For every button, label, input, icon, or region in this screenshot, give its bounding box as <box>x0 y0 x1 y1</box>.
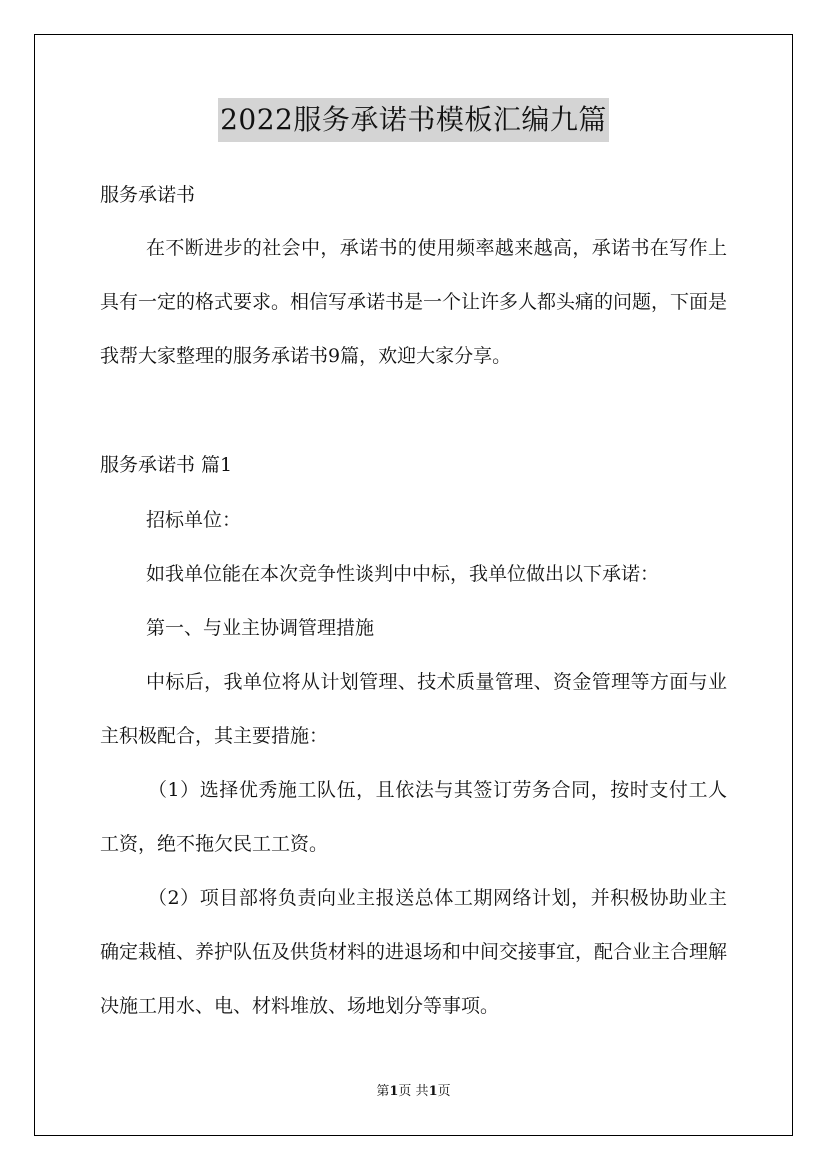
document-title: 2022服务承诺书模板汇编九篇 <box>218 98 609 142</box>
footer-total-pages: 1 <box>428 1084 438 1099</box>
pledge-intro: 如我单位能在本次竞争性谈判中中标，我单位做出以下承诺： <box>146 563 660 585</box>
footer-mid: 页 共 <box>398 1084 429 1099</box>
footer-prefix: 第 <box>376 1084 390 1099</box>
point-title: 第一、与业主协调管理措施 <box>146 617 375 639</box>
intro-heading: 服务承诺书 <box>100 184 196 206</box>
title-wrap <box>0 98 827 142</box>
footer-suffix: 页 <box>437 1084 451 1099</box>
intro-paragraph: 在不断进步的社会中，承诺书的使用频率越来越高，承诺书在写作上具有一定的格式要求。相信写承诺书是一个让许多人都头痛的问题，下面是我帮大家整理的服务承诺书9篇，欢迎大家分享。 <box>100 237 728 367</box>
footer-current-page: 1 <box>389 1084 399 1099</box>
point-body: 中标后，我单位将从计划管理、技术质量管理、资金管理等方面与业主积极配合，其主要措施： <box>100 671 727 747</box>
list-item: （1）选择优秀施工队伍，且依法与其签订劳务合同，按时支付工人工资，绝不拖欠民工工资。 <box>100 779 727 855</box>
section-heading: 服务承诺书 篇1 <box>100 454 233 476</box>
addressee: 招标单位： <box>146 509 242 531</box>
list-item: （2）项目部将负责向业主报送总体工期网络计划，并积极协助业主确定栽植、养护队伍及供货材料的进退场和中间交接事宜，配合业主合理解决施工用水、电、材料堆放、场地划分等事项。 <box>100 887 728 1017</box>
page-footer <box>0 1083 827 1101</box>
